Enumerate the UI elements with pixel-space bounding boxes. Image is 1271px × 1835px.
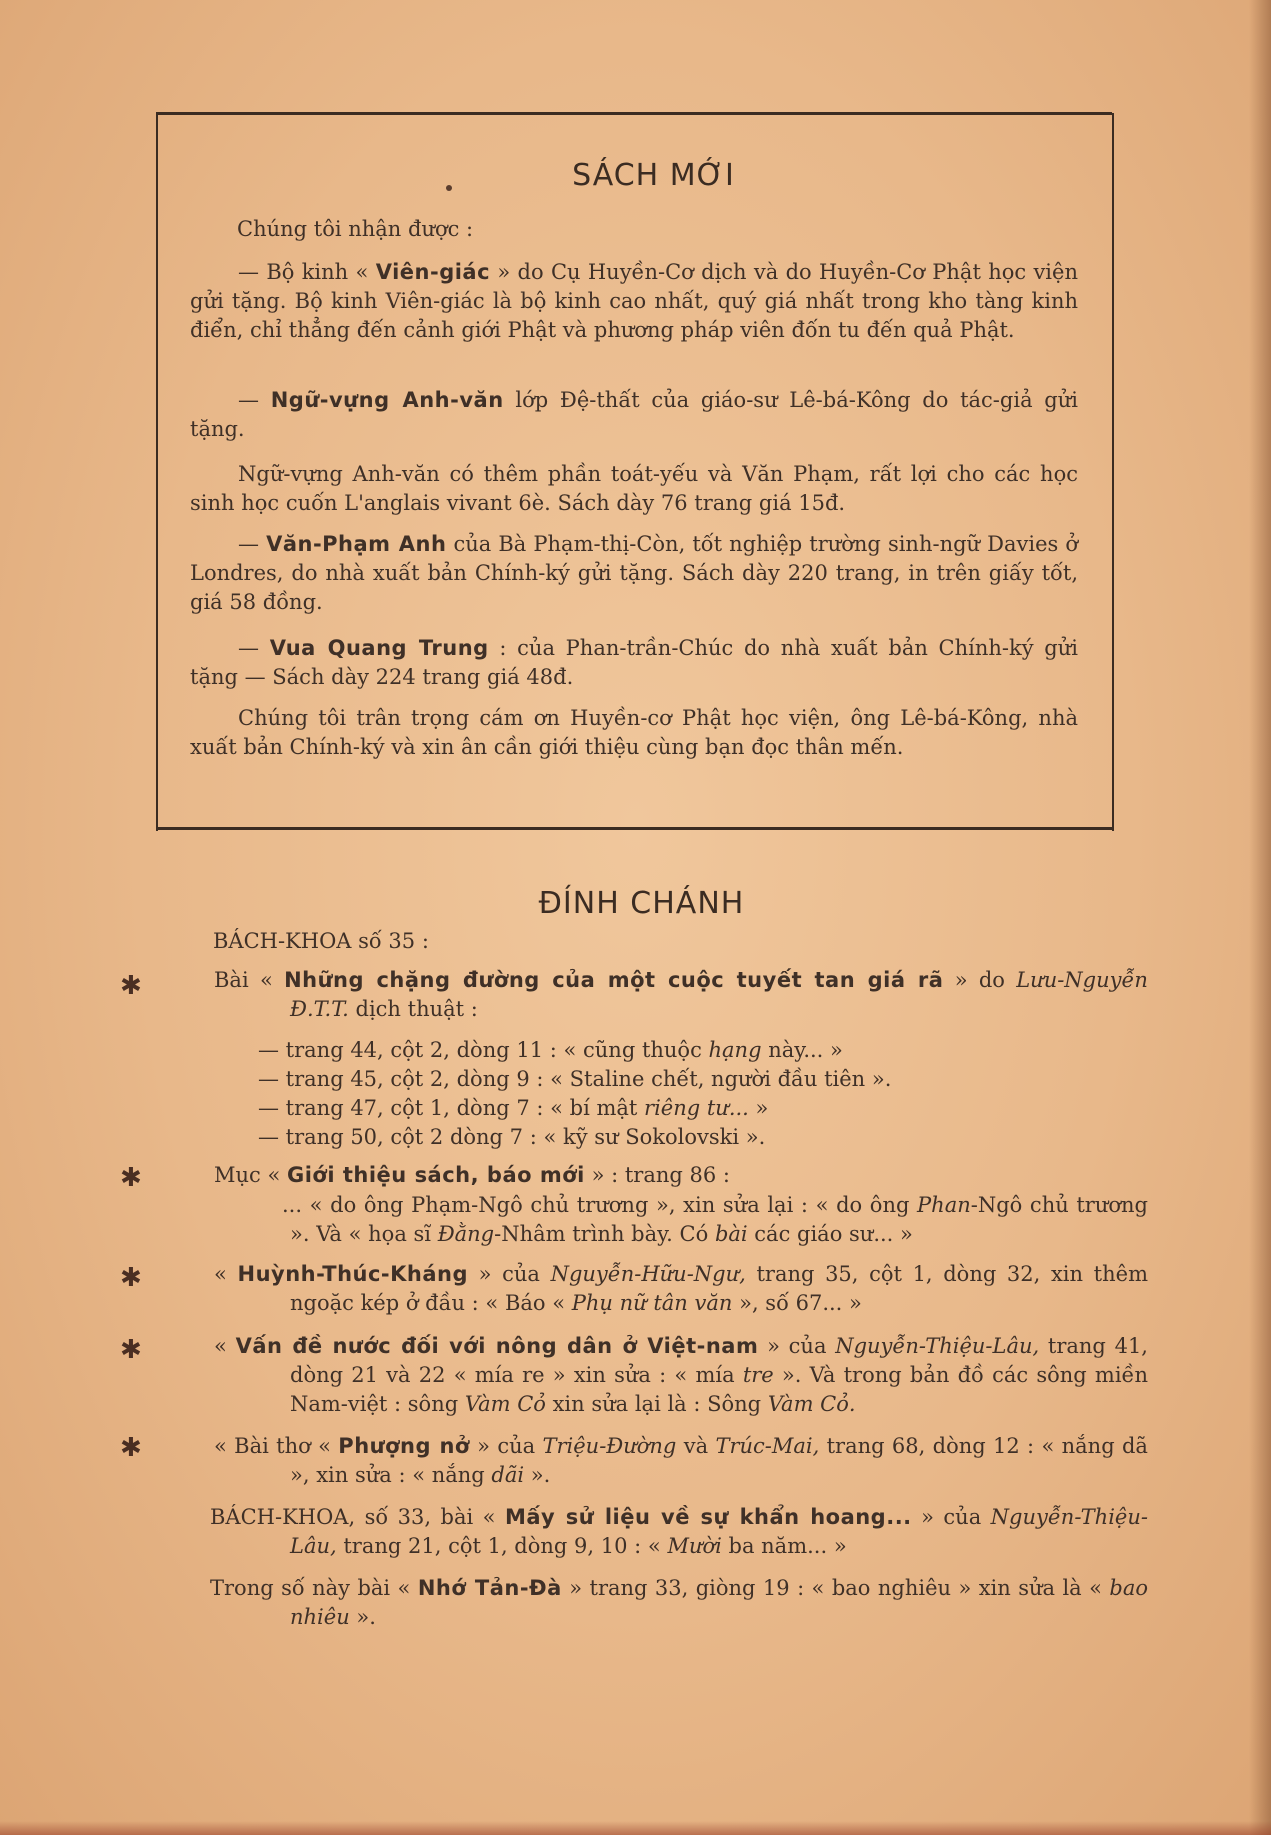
errata-1-line-4: — trang 50, cột 2 dòng 7 : « kỹ sư Sokolovski ». [258, 1125, 766, 1149]
closing-text: Chúng tôi trân trọng cám ơn Huyền-cơ Phật học viện, ông Lê-bá-Kông, nhà xuất bản Chính-ký và xin ân cần giới thiệu cùng bạn đọc thân mến. [190, 706, 1078, 759]
errata-item-2: Mục « Giới thiệu sách, báo mới » : trang 86 : [214, 1163, 730, 1187]
errata-title: ĐÍNH CHÁNH [538, 886, 745, 921]
new-books-title: SÁCH MỚI [572, 158, 735, 193]
asterisk-icon: ✱ [120, 1263, 142, 1293]
asterisk-icon: ✱ [120, 1163, 142, 1193]
errata-item-3: « Huỳnh-Thúc-Kháng » của Nguyễn-Hữu-Ngư, trang 35, cột 1, dòng 32, xin thêm ngoặc kép ở đầu : « Báo « Phụ nữ tân văn », số 67... » [214, 1262, 1148, 1315]
entry-vua-quang-trung: — Vua Quang Trung : của Phan-trần-Chúc do nhà xuất bản Chính-ký gửi tặng — Sách dày 224 trang giá 48đ. [190, 636, 1078, 689]
errata-item-1: Bài « Những chặng đường của một cuộc tuyết tan giá rã » do Lưu-Nguyễn Đ.T.T. dịch thuật : [214, 968, 1148, 1021]
entry-ngu-vung-note: Ngữ-vựng Anh-văn có thêm phần toát-yếu và Văn Phạm, rất lợi cho các học sinh học cuốn L'anglais vivant 6è. Sách dày 76 trang giá 15đ. [190, 462, 1078, 515]
asterisk-icon: ✱ [120, 1335, 142, 1365]
intro-text: Chúng tôi nhận được : [237, 217, 474, 241]
errata-issue-33: BÁCH-KHOA, số 33, bài « Mấy sử liệu về sự khẩn hoang... » của Nguyễn-Thiệu-Lâu, trang 21, cột 1, dòng 9, 10 : « Mười ba năm... » [210, 1505, 1148, 1558]
entry-vien-giac: — Bộ kinh « Viên-giác » do Cụ Huyền-Cơ dịch và do Huyền-Cơ Phật học viện gửi tặng. Bộ kinh Viên-giác là bộ kinh cao nhất, quý giá nhất trong kho tàng kinh điển, chỉ thẳng đến cảnh giới Phật và phương pháp viên đốn tu đến quả Phật. [190, 260, 1078, 342]
box-bottom-rule [156, 827, 1112, 830]
errata-1-line-2: — trang 45, cột 2, dòng 9 : « Staline chết, người đầu tiên ». [258, 1067, 892, 1091]
errata-item-4: « Vấn đề nước đối với nông dân ở Việt-nam » của Nguyễn-Thiệu-Lâu, trang 41, dòng 21 và 22 « mía re » xin sửa : « mía tre ». Và trong bản đồ các sông miền Nam-việt : sông Vàm Cỏ xin sửa lại là : Sông Vàm Cỏ. [214, 1334, 1148, 1416]
errata-this-issue: Trong số này bài « Nhớ Tản-Đà » trang 33, giòng 19 : « bao nghiêu » xin sửa là « bao nhiêu ». [210, 1576, 1149, 1629]
entry-ngu-vung: — Ngữ-vựng Anh-văn lớp Đệ-thất của giáo-sư Lê-bá-Kông do tác-giả gửi tặng. [190, 388, 1078, 441]
errata-item-2-text: ... « do ông Phạm-Ngô chủ trương », xin sửa lại : « do ông Phan-Ngô chủ trương ». Và « họa sĩ Đằng-Nhâm trình bày. Có bài các giáo sư... » [282, 1193, 1148, 1246]
entry-van-pham-anh: — Văn-Phạm Anh của Bà Phạm-thị-Còn, tốt nghiệp trường sinh-ngữ Davies ở Londres, do nhà xuất bản Chính-ký gửi tặng. Sách dày 220 trang, in trên giấy tốt, giá 58 đồng. [190, 532, 1078, 614]
errata-1-line-1: — trang 44, cột 2, dòng 11 : « cũng thuộc hạng này... » [258, 1038, 843, 1062]
errata-item-5: « Bài thơ « Phượng nở » của Triệu-Đường và Trúc-Mai, trang 68, dòng 12 : « nắng dã », xin sửa : « nắng dãi ». [214, 1434, 1148, 1487]
asterisk-icon: ✱ [120, 1433, 142, 1463]
issue-35-label: BÁCH-KHOA số 35 : [213, 929, 429, 953]
page-bottom-edge [0, 1821, 1271, 1835]
asterisk-icon: ✱ [120, 971, 142, 1001]
errata-1-line-3: — trang 47, cột 1, dòng 7 : « bí mật riêng tư... » [258, 1096, 769, 1120]
